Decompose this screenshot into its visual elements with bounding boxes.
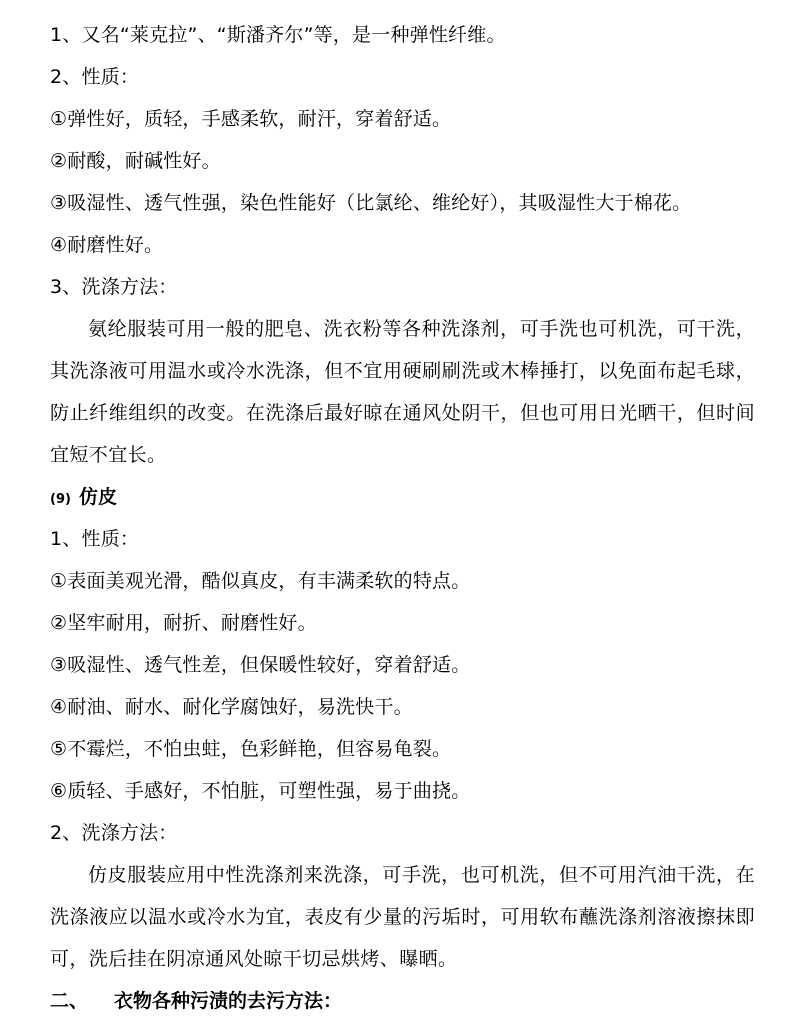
section-two-heading	[50, 980, 755, 1022]
faux-leather-washing-title: 2、洗涤方法：	[50, 822, 178, 844]
spandex-alias: 1、又名“莱克拉”、“斯潘齐尔”等，是一种弹性纤维。	[50, 24, 506, 46]
spandex-washing-title: 3、洗涤方法：	[50, 276, 178, 298]
spandex-property-3: ③吸湿性、透气性强，染色性能好（比氯纶、维纶好），其吸湿性大于棉花。	[50, 192, 692, 214]
faux-leather-property-1: ①表面美观光滑，酷似真皮，有丰满柔软的特点。	[50, 570, 471, 592]
faux-leather-property-6: ⑥质轻、手感好，不怕脏，可塑性强，易于曲挠。	[50, 780, 471, 802]
faux-leather-property-2: ②坚牢耐用，耐折、耐磨性好。	[50, 612, 317, 634]
spandex-washing-text: 氨纶服装可用一般的肥皂、洗衣粉等各种洗涤剂，可手洗也可机洗，可干洗，其洗涤液可用温水或冷水洗涤，但不宜用硬刷刷洗或木棒捶打，以免面布起毛球，防止纤维组织的改变。在洗涤后最好晾在通风处阴干，但也可用日光晒干，但时间宜短不宜长。	[50, 318, 755, 466]
faux-leather-properties-title: 1、性质：	[50, 528, 140, 550]
document-page	[50, 14, 755, 1022]
faux-leather-washing-text: 仿皮服装应用中性洗涤剂来洗涤，可手洗，也可机洗，但不可用汽油干洗，在洗涤液应以温水或冷水为宜，表皮有少量的污垢时，可用软布蘸洗涤剂溶液擦抹即可，洗后挂在阴凉通风处晾干切忌烘烤、曝晒。	[50, 864, 755, 970]
spandex-property-1: ①弹性好，质轻，手感柔软，耐汗，穿着舒适。	[50, 108, 452, 130]
spandex-properties-title: 2、性质：	[50, 66, 140, 88]
spandex-property-2: ②耐酸，耐碱性好。	[50, 150, 221, 172]
section-two-number: 二、	[50, 990, 89, 1012]
spandex-property-4: ④耐磨性好。	[50, 234, 164, 256]
faux-leather-title: 仿皮	[78, 486, 117, 508]
faux-leather-property-5: ⑤不霉烂，不怕虫蛀，色彩鲜艳，但容易龟裂。	[50, 738, 452, 760]
faux-leather-property-3: ③吸湿性、透气性差，但保暖性较好，穿着舒适。	[50, 654, 471, 676]
faux-leather-number: (9)	[50, 492, 71, 507]
section-two-title: 衣物各种污渍的去污方法：	[114, 990, 343, 1012]
faux-leather-heading	[50, 476, 755, 518]
faux-leather-property-4: ④耐油、耐水、耐化学腐蚀好，易洗快干。	[50, 696, 413, 718]
